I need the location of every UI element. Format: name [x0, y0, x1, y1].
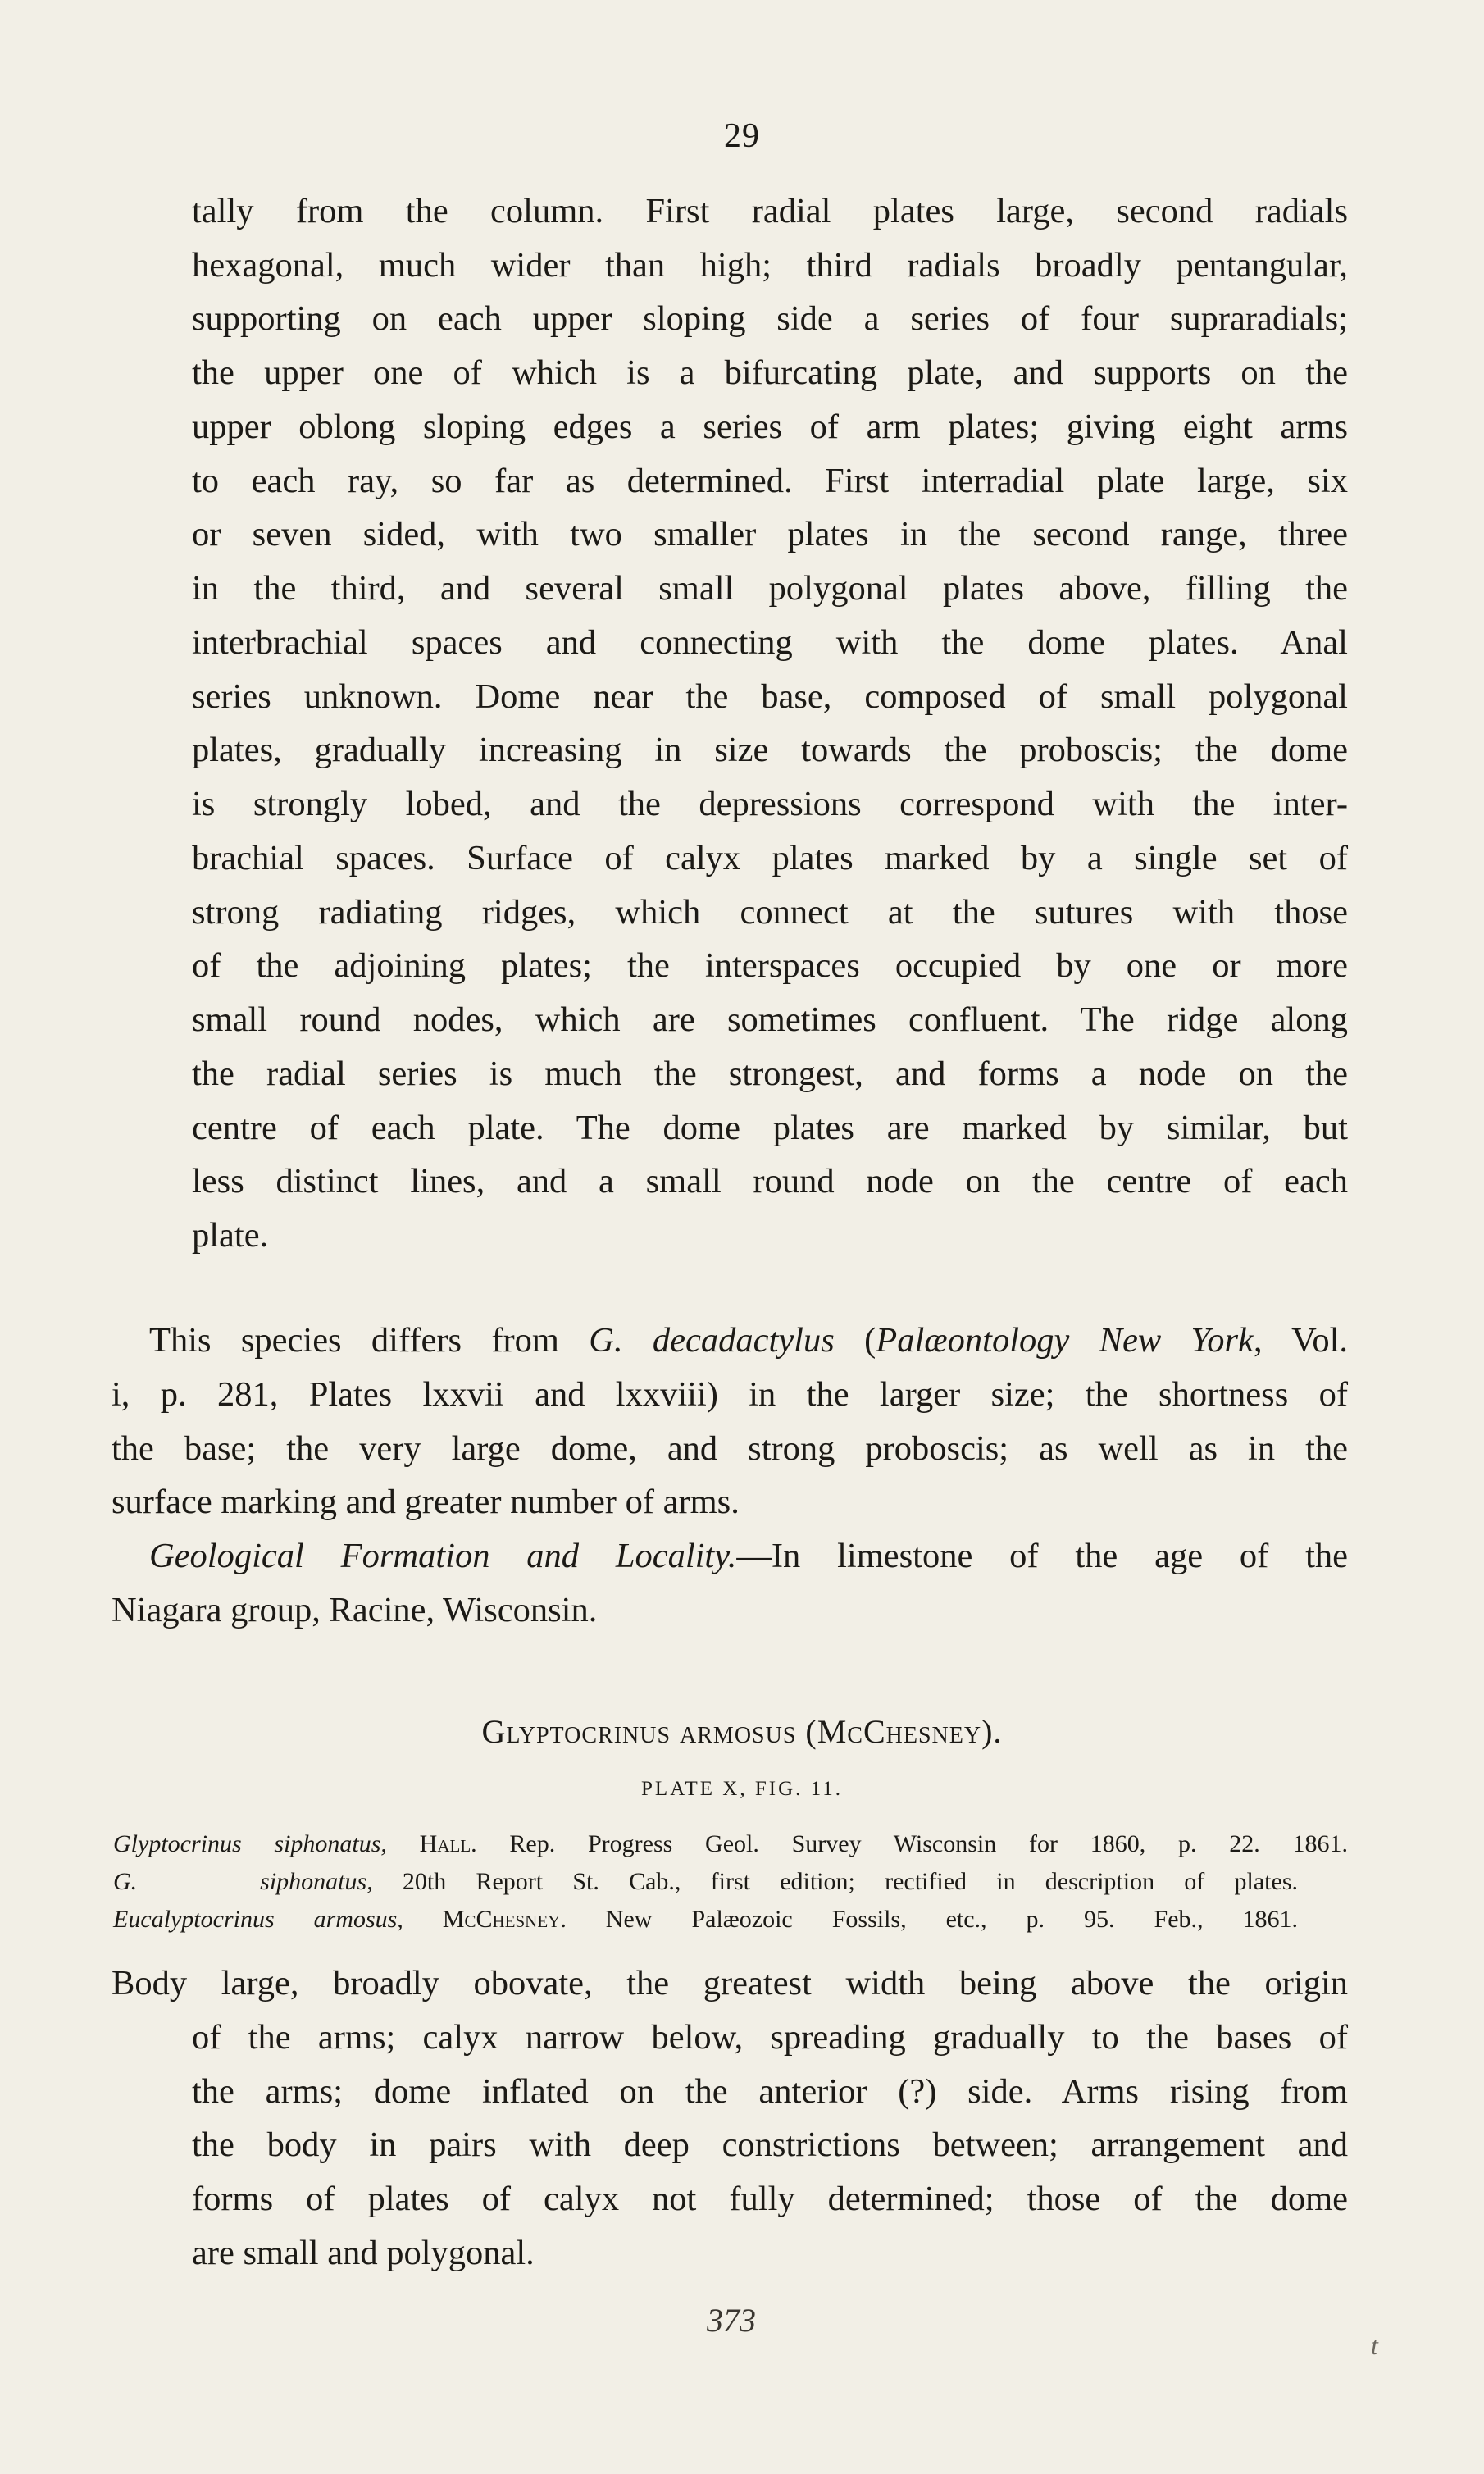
text-line: are small and polygonal. — [192, 2234, 535, 2272]
text-line: strong radiating ridges, which connect at the sutures with those — [192, 893, 1348, 932]
text-line: brachial spaces. Surface of calyx plates marked by a single set of — [192, 839, 1348, 877]
synonym-author: McChesney. — [403, 1906, 567, 1933]
text-line: series unknown. Dome near the base, composed of small polygonal — [192, 677, 1348, 716]
locality-text: —In limestone of the age of the — [736, 1537, 1349, 1575]
text-line: upper oblong sloping edges a series of arm plates; giving eight arms — [192, 408, 1348, 446]
synonym-taxon: G. — [113, 1868, 138, 1895]
species-heading-author: (McChesney). — [796, 1713, 1003, 1750]
text-line: centre of each plate. The dome plates are marked by similar, but — [192, 1109, 1348, 1147]
synonym-author: Hall. — [386, 1830, 477, 1857]
species-name: G. decadactylus — [589, 1321, 835, 1360]
species-heading — [0, 1712, 1484, 1751]
text-line: tally from the column. First radial plates large, second radials — [192, 192, 1348, 230]
work-title: Palæontology New York — [876, 1321, 1254, 1360]
text-line: in the third, and several small polygonal plates above, filling the — [192, 569, 1348, 608]
text-line: Body large, broadly obovate, the greatest width being above the origin — [112, 1964, 1348, 2002]
margin-mark: t — [1371, 2330, 1378, 2360]
plate-reference: PLATE X, FIG. 11. — [641, 1778, 843, 1800]
locality-label: Geological Formation and Locality. — [149, 1537, 737, 1575]
text-line: of the adjoining plates; the interspaces occupied by one or more — [192, 946, 1348, 985]
text-line: small round nodes, which are sometimes confluent. The ridge along — [192, 1000, 1348, 1039]
text-line: or seven sided, with two smaller plates in the second range, three — [192, 515, 1348, 554]
text-line: the base; the very large dome, and strong proboscis; as well as in the — [112, 1429, 1348, 1468]
text-line: plate. — [192, 1216, 269, 1255]
synonym-citation: 20th Report St. Cab., first edition; rectified in description of plates. — [372, 1868, 1298, 1895]
synonym-taxon: Glyptocrinus siphonatus, — [113, 1830, 387, 1857]
text-line: the radial series is much the strongest, and forms a node on the — [192, 1055, 1348, 1093]
text-line: interbrachial spaces and connecting with the dome plates. Anal — [192, 623, 1348, 662]
text-line: forms of plates of calyx not fully determined; those of the dome — [192, 2180, 1348, 2218]
synonymy-entry — [113, 1870, 1298, 1894]
synonym-taxon: Eucalyptocrinus armosus, — [113, 1906, 403, 1933]
text-line: the upper one of which is a bifurcating plate, and supports on the — [192, 353, 1348, 392]
text-line: supporting on each upper sloping side a series of four supraradials; — [192, 299, 1348, 338]
text-line: hexagonal, much wider than high; third radials broadly pentangular, — [192, 246, 1348, 285]
text-line — [149, 1321, 1349, 1360]
text-line — [149, 1539, 1348, 1574]
synonymy-entry — [113, 1907, 1298, 1932]
synonym-citation: Rep. Progress Geol. Survey Wisconsin for 1860, p. 22. 1861. — [476, 1830, 1348, 1857]
synonym-taxon-epithet: siphonatus, — [260, 1868, 373, 1895]
text-line: to each ray, so far as determined. First interradial plate large, six — [192, 462, 1348, 500]
synonym-citation: New Palæozoic Fossils, etc., p. 95. Feb., 1861. — [566, 1906, 1298, 1933]
text-line: is strongly lobed, and the depressions correspond with the inter- — [192, 785, 1348, 823]
text-line: the body in pairs with deep constrictions between; arrangement and — [192, 2125, 1348, 2164]
text-line: surface marking and greater number of arms. — [112, 1483, 740, 1521]
paren-open: ( — [834, 1321, 876, 1360]
text-line: less distinct lines, and a small round node on the centre of each — [192, 1162, 1348, 1201]
page-number: 29 — [724, 117, 760, 155]
comparison-end: , Vol. — [1253, 1321, 1349, 1360]
handwritten-number: 373 — [707, 2302, 756, 2339]
text-line: i, p. 281, Plates lxxvii and lxxviii) in the larger size; the shortness of — [112, 1375, 1348, 1414]
comparison-start: This species differs from — [149, 1321, 590, 1360]
text-line: plates, gradually increasing in size towards the proboscis; the dome — [192, 731, 1348, 769]
text-line: the arms; dome inflated on the anterior (?) side. Arms rising from — [192, 2072, 1348, 2111]
text-line: Niagara group, Racine, Wisconsin. — [112, 1591, 598, 1629]
synonymy-entry — [113, 1832, 1348, 1857]
text-line: of the arms; calyx narrow below, spreading gradually to the bases of — [192, 2018, 1348, 2057]
species-heading-name: Glyptocrinus armosus — [481, 1713, 797, 1750]
